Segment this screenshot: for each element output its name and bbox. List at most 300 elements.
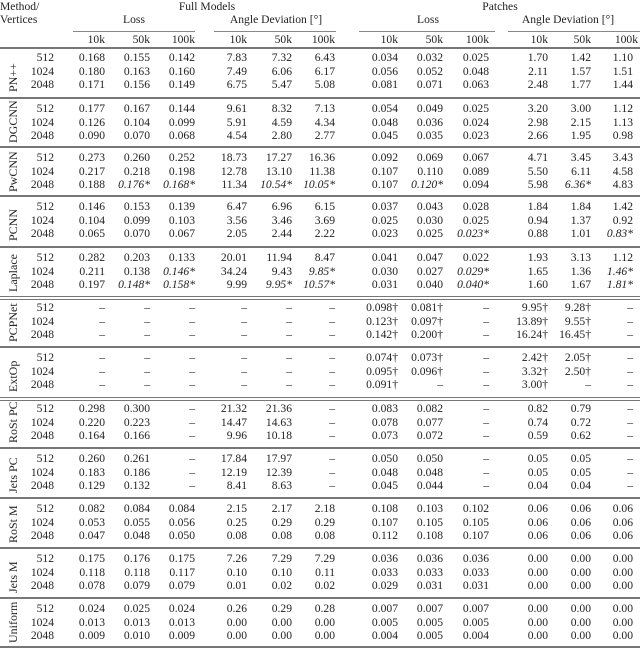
table-cell: – <box>627 301 633 314</box>
full-models-header: Full Models <box>178 0 236 13</box>
table-cell: – <box>144 314 150 328</box>
table-cell: 1.46* <box>606 264 633 278</box>
table-cell: 0.024 <box>462 115 489 129</box>
table-cell: 2.66 <box>527 129 548 142</box>
table-cell: 0.197 <box>78 278 105 291</box>
table-cell: 0.105 <box>462 515 489 529</box>
table-cell: – <box>189 465 195 479</box>
table-cell: 0.260 <box>123 151 150 164</box>
table-cell: – <box>286 328 292 341</box>
patch-angle-header: Angle Deviation [°] <box>521 13 615 26</box>
iteration-header: 50k <box>132 33 150 46</box>
table-cell: 0.28 <box>314 602 335 615</box>
table-cell: 0.108 <box>371 502 398 515</box>
table-cell: 0.00 <box>314 615 335 629</box>
table-cell: 0.004 <box>462 629 489 642</box>
vertices-cell: 2048 <box>30 328 54 341</box>
table-cell: 9.61 <box>226 102 247 115</box>
table-cell: 0.158* <box>163 278 195 291</box>
table-cell: 2.05 <box>226 227 247 240</box>
table-cell: 9.85* <box>308 264 335 278</box>
table-cell: 1.13 <box>612 115 633 129</box>
table-cell: – <box>483 465 489 479</box>
vertices-cell: 2048 <box>30 429 54 442</box>
vertices-cell: 1024 <box>30 565 54 579</box>
table-cell: 0.10 <box>226 565 247 579</box>
table-cell: 0.089 <box>462 164 489 178</box>
table-cell: 1.84 <box>527 200 548 213</box>
table-cell: 11.94 <box>266 251 292 264</box>
table-cell: 0.168 <box>78 51 105 64</box>
table-cell: 2.15 <box>570 115 591 129</box>
table-cell: 14.63 <box>265 415 292 429</box>
table-cell: 0.252 <box>168 151 195 164</box>
table-cell: 0.050 <box>416 452 443 465</box>
table-cell: 3.56 <box>226 213 247 227</box>
table-cell: 0.62 <box>570 429 591 442</box>
table-cell: 0.068 <box>168 129 195 142</box>
table-cell: 0.06 <box>527 515 548 529</box>
table-cell: 0.144 <box>168 102 195 115</box>
table-cell: 0.06 <box>527 502 548 515</box>
table-cell: 0.082 <box>416 402 443 415</box>
table-cell: 0.033 <box>462 565 489 579</box>
vertices-cell: 1024 <box>30 264 54 278</box>
vertices-cell: 512 <box>36 301 54 314</box>
table-cell: 0.031 <box>462 579 489 592</box>
table-cell: 1.70 <box>527 51 548 64</box>
table-cell: 2.22 <box>314 227 335 240</box>
table-cell: 0.024 <box>78 602 105 615</box>
table-cell: 1.93 <box>527 251 548 264</box>
table-cell: – <box>483 328 489 341</box>
vertices-cell: 1024 <box>30 64 54 78</box>
table-cell: 12.78 <box>220 164 247 178</box>
table-cell: 0.29 <box>271 515 292 529</box>
table-cell: 0.107 <box>462 529 489 542</box>
divider <box>214 31 336 32</box>
table-cell: 0.036 <box>371 552 398 565</box>
table-cell: 0.149 <box>168 78 195 91</box>
iteration-header: 100k <box>465 33 489 46</box>
table-cell: 0.065 <box>78 227 105 240</box>
table-cell: 0.167 <box>123 102 150 115</box>
vertices-cell: 512 <box>36 102 54 115</box>
table-cell: 1.37 <box>570 213 591 227</box>
table-cell: 11.34 <box>221 178 247 191</box>
iteration-header: 100k <box>311 33 335 46</box>
divider <box>359 31 495 32</box>
table-cell: 0.200† <box>411 328 443 341</box>
table-cell: 2.42† <box>521 351 548 364</box>
table-cell: – <box>627 452 633 465</box>
group-separator <box>0 97 640 99</box>
table-cell: 0.118 <box>124 565 150 579</box>
table-cell: 0.071 <box>416 78 443 91</box>
table-cell: 0.117 <box>169 565 195 579</box>
table-cell: 0.005 <box>371 615 398 629</box>
table-cell: 0.183 <box>78 465 105 479</box>
table-cell: – <box>483 364 489 378</box>
table-cell: 0.156 <box>123 78 150 91</box>
table-cell: 0.107 <box>371 515 398 529</box>
method-label: PN++ <box>6 63 20 92</box>
table-cell: – <box>99 314 105 328</box>
method-label: PCNN <box>6 208 20 241</box>
iteration-header: 50k <box>274 33 292 46</box>
table-cell: 0.031 <box>416 579 443 592</box>
vertices-cell: 512 <box>36 552 54 565</box>
table-cell: 0.203 <box>123 251 150 264</box>
table-cell: 0.025 <box>462 102 489 115</box>
vertices-cell: 2048 <box>30 227 54 240</box>
table-cell: 0.027 <box>416 264 443 278</box>
table-cell: 0.00 <box>612 602 633 615</box>
table-cell: – <box>483 479 489 492</box>
vertices-cell: 512 <box>36 151 54 164</box>
table-cell: 1.42 <box>570 51 591 64</box>
table-cell: 0.043 <box>416 200 443 213</box>
table-cell: 0.146* <box>163 264 195 278</box>
group-separator <box>0 397 640 398</box>
divider <box>73 31 195 32</box>
table-cell: 0.025 <box>123 602 150 615</box>
table-cell: 1.77 <box>570 78 591 91</box>
table-cell: 0.033 <box>371 565 398 579</box>
table-cell: 0.04 <box>570 479 591 492</box>
table-cell: 0.217 <box>78 164 105 178</box>
table-cell: – <box>189 314 195 328</box>
table-cell: 0.092 <box>371 151 398 164</box>
table-cell: 0.082 <box>78 502 105 515</box>
table-cell: 1.01 <box>570 227 591 240</box>
table-cell: 0.073 <box>371 429 398 442</box>
vertices-cell: 1024 <box>30 314 54 328</box>
table-cell: 0.110 <box>417 164 443 178</box>
table-cell: 0.034 <box>371 51 398 64</box>
table-cell: 1.36 <box>570 264 591 278</box>
vertices-cell: 512 <box>36 251 54 264</box>
table-cell: 1.12 <box>612 102 633 115</box>
table-cell: 0.02 <box>314 579 335 592</box>
table-cell: 0.078 <box>78 579 105 592</box>
table-cell: 6.75 <box>226 78 247 91</box>
table-cell: 0.06 <box>527 529 548 542</box>
table-cell: 0.009 <box>78 629 105 642</box>
table-cell: – <box>241 301 247 314</box>
table-cell: 0.175 <box>168 552 195 565</box>
table-cell: 17.97 <box>265 452 292 465</box>
table-cell: 4.58 <box>612 164 633 178</box>
table-cell: 0.036 <box>416 552 443 565</box>
table-cell: 8.63 <box>271 479 292 492</box>
table-cell: – <box>585 378 591 391</box>
table-cell: 21.36 <box>265 402 292 415</box>
table-cell: 7.13 <box>314 102 335 115</box>
table-cell: 0.88 <box>527 227 548 240</box>
table-cell: 0.009 <box>168 629 195 642</box>
table-cell: – <box>241 351 247 364</box>
table-cell: 2.17 <box>271 502 292 515</box>
table-cell: 0.073† <box>411 351 443 364</box>
iteration-header: 100k <box>171 33 195 46</box>
method-label: RoSt PC <box>6 401 20 443</box>
vertices-cell: 1024 <box>30 465 54 479</box>
vertices-cell: 512 <box>36 502 54 515</box>
iteration-header: 100k <box>614 33 638 46</box>
table-cell: 0.105 <box>416 515 443 529</box>
table-cell: – <box>241 314 247 328</box>
table-cell: 0.010 <box>123 629 150 642</box>
table-cell: 0.004 <box>371 629 398 642</box>
table-cell: 6.17 <box>314 64 335 78</box>
table-cell: 6.15 <box>314 200 335 213</box>
table-cell: – <box>286 314 292 328</box>
table-cell: – <box>329 465 335 479</box>
table-cell: 0.007 <box>371 602 398 615</box>
table-cell: 3.32† <box>521 364 548 378</box>
table-cell: 0.107 <box>371 178 398 191</box>
table-cell: 11.38 <box>309 164 335 178</box>
table-cell: 0.146 <box>78 200 105 213</box>
table-cell: 0.031 <box>371 278 398 291</box>
table-cell: 2.11 <box>528 64 548 78</box>
table-cell: 9.55† <box>564 314 591 328</box>
table-cell: 17.27 <box>265 151 292 164</box>
table-cell: 10.18 <box>265 429 292 442</box>
table-cell: 17.84 <box>220 452 247 465</box>
table-cell: 0.06 <box>612 529 633 542</box>
table-cell: 0.054 <box>371 102 398 115</box>
vertices-cell: 1024 <box>30 615 54 629</box>
table-cell: 0.186 <box>123 465 150 479</box>
table-cell: 0.104 <box>78 213 105 227</box>
table-cell: 0.138 <box>123 264 150 278</box>
table-cell: 0.00 <box>271 615 292 629</box>
table-cell: – <box>483 378 489 391</box>
table-cell: 0.048 <box>371 465 398 479</box>
table-cell: 8.32 <box>271 102 292 115</box>
table-cell: 9.96 <box>226 429 247 442</box>
table-cell: – <box>627 429 633 442</box>
table-cell: 0.00 <box>527 629 548 642</box>
table-cell: 0.084 <box>168 502 195 515</box>
vertices-cell: 512 <box>36 200 54 213</box>
table-cell: 0.072 <box>416 429 443 442</box>
table-cell: 0.29 <box>271 602 292 615</box>
table-cell: 0.032 <box>416 51 443 64</box>
table-cell: 0.055 <box>123 515 150 529</box>
table-cell: 0.05 <box>527 465 548 479</box>
table-cell: 0.142† <box>366 328 398 341</box>
table-cell: 1.95 <box>570 129 591 142</box>
table-cell: 0.05 <box>570 465 591 479</box>
table-cell: 0.033 <box>416 565 443 579</box>
table-cell: 0.129 <box>78 479 105 492</box>
table-cell: 12.19 <box>220 465 247 479</box>
table-cell: – <box>144 378 150 391</box>
table-cell: 0.11 <box>315 565 335 579</box>
table-cell: 20.01 <box>220 251 247 264</box>
table-cell: – <box>99 351 105 364</box>
table-cell: 0.095† <box>366 364 398 378</box>
table-cell: 0.025 <box>462 51 489 64</box>
table-cell: – <box>286 301 292 314</box>
table-cell: 0.00 <box>570 602 591 615</box>
table-cell: – <box>189 452 195 465</box>
table-cell: 0.06 <box>612 515 633 529</box>
table-cell: 0.220 <box>78 415 105 429</box>
table-cell: 0.00 <box>570 629 591 642</box>
table-cell: 0.06 <box>570 502 591 515</box>
table-cell: 0.00 <box>612 629 633 642</box>
table-cell: 0.00 <box>226 615 247 629</box>
table-cell: 9.95† <box>521 301 548 314</box>
table-cell: 0.067 <box>462 151 489 164</box>
table-cell: 0.049 <box>416 102 443 115</box>
table-cell: 0.139 <box>168 200 195 213</box>
table-cell: 0.045 <box>371 129 398 142</box>
table-cell: 1.44 <box>612 78 633 91</box>
table-cell: 0.063 <box>462 78 489 91</box>
table-cell: 0.10 <box>271 565 292 579</box>
table-cell: 3.20 <box>527 102 548 115</box>
table-cell: – <box>241 378 247 391</box>
vertices-cell: 2048 <box>30 278 54 291</box>
table-cell: 0.148* <box>118 278 150 291</box>
table-cell: 3.45 <box>570 151 591 164</box>
table-cell: 0.029* <box>457 264 489 278</box>
table-cell: 21.32 <box>220 402 247 415</box>
table-cell: 2.98 <box>527 115 548 129</box>
table-cell: 0.168* <box>163 178 195 191</box>
table-cell: – <box>483 402 489 415</box>
table-cell: 0.047 <box>416 251 443 264</box>
table-cell: 0.025 <box>371 213 398 227</box>
table-cell: 0.025 <box>416 227 443 240</box>
table-cell: 0.211 <box>79 264 105 278</box>
table-cell: 1.60 <box>527 278 548 291</box>
vertices-cell: 1024 <box>30 164 54 178</box>
table-cell: 0.118 <box>79 565 105 579</box>
table-cell: 0.00 <box>612 565 633 579</box>
table-cell: 0.040 <box>416 278 443 291</box>
table-cell: – <box>189 351 195 364</box>
table-cell: 1.67 <box>570 278 591 291</box>
table-cell: 2.05† <box>564 351 591 364</box>
table-cell: 0.180 <box>78 64 105 78</box>
table-cell: 0.048 <box>462 64 489 78</box>
vertices-cell: 2048 <box>30 529 54 542</box>
table-cell: 5.50 <box>527 164 548 178</box>
table-cell: 10.05* <box>303 178 335 191</box>
table-cell: – <box>437 378 443 391</box>
table-cell: – <box>627 465 633 479</box>
table-cell: 0.090 <box>78 129 105 142</box>
table-cell: 5.47 <box>271 78 292 91</box>
table-cell: – <box>329 452 335 465</box>
table-cell: 0.176* <box>118 178 150 191</box>
table-cell: 0.00 <box>527 552 548 565</box>
table-cell: 7.83 <box>226 51 247 64</box>
table-cell: – <box>627 351 633 364</box>
table-cell: 16.24† <box>516 328 548 341</box>
table-cell: 0.175 <box>78 552 105 565</box>
table-cell: – <box>329 415 335 429</box>
iteration-header: 10k <box>229 33 247 46</box>
method-label: DGCNN <box>6 100 20 143</box>
table-cell: 6.11 <box>571 164 591 178</box>
table-cell: 0.030 <box>416 213 443 227</box>
vertices-cell: 512 <box>36 351 54 364</box>
table-cell: 0.022 <box>462 251 489 264</box>
vertices-cell: 2048 <box>30 378 54 391</box>
table-cell: 0.112 <box>372 529 398 542</box>
vertices-cell: 2048 <box>30 178 54 191</box>
table-cell: 0.036 <box>416 115 443 129</box>
group-separator <box>0 195 640 197</box>
table-cell: 0.155 <box>123 51 150 64</box>
table-cell: – <box>189 415 195 429</box>
method-label: PCPNet <box>6 303 20 342</box>
table-cell: 3.00† <box>521 378 548 391</box>
table-cell: 0.078 <box>371 415 398 429</box>
table-cell: 0.104 <box>123 115 150 129</box>
table-cell: 0.223 <box>123 415 150 429</box>
table-cell: 0.036 <box>462 552 489 565</box>
table-cell: 0.82 <box>527 402 548 415</box>
table-cell: 0.160 <box>168 64 195 78</box>
table-cell: 0.007 <box>462 602 489 615</box>
table-cell: 9.43 <box>271 264 292 278</box>
table-cell: 0.102 <box>462 502 489 515</box>
table-cell: 0.081† <box>411 301 443 314</box>
table-cell: 0.198 <box>168 164 195 178</box>
table-cell: 0.00 <box>612 552 633 565</box>
table-cell: – <box>144 328 150 341</box>
table-cell: – <box>286 351 292 364</box>
vertices-cell: 1024 <box>30 415 54 429</box>
iteration-header: 50k <box>573 33 591 46</box>
table-cell: 0.00 <box>570 615 591 629</box>
table-cell: 0.176 <box>123 552 150 565</box>
table-cell: 3.00 <box>570 102 591 115</box>
table-cell: 0.300 <box>123 402 150 415</box>
table-cell: 0.74 <box>527 415 548 429</box>
table-cell: 0.079 <box>123 579 150 592</box>
table-cell: 0.123† <box>366 314 398 328</box>
table-cell: 0.025 <box>462 213 489 227</box>
table-cell: 0.079 <box>168 579 195 592</box>
table-cell: 0.048 <box>123 529 150 542</box>
table-cell: 0.045 <box>371 479 398 492</box>
table-cell: – <box>483 452 489 465</box>
table-cell: 0.126 <box>78 115 105 129</box>
table-cell: 0.133 <box>168 251 195 264</box>
table-cell: 0.098† <box>366 301 398 314</box>
table-cell: 0.171 <box>78 78 105 91</box>
table-cell: 0.024 <box>168 602 195 615</box>
method-label: Jets M <box>6 561 20 593</box>
table-cell: 0.25 <box>226 515 247 529</box>
table-cell: – <box>483 429 489 442</box>
group-separator <box>0 447 640 449</box>
table-cell: – <box>99 328 105 341</box>
table-cell: 6.43 <box>314 51 335 64</box>
table-cell: – <box>483 314 489 328</box>
table-cell: 0.00 <box>570 565 591 579</box>
table-cell: 0.056 <box>168 515 195 529</box>
